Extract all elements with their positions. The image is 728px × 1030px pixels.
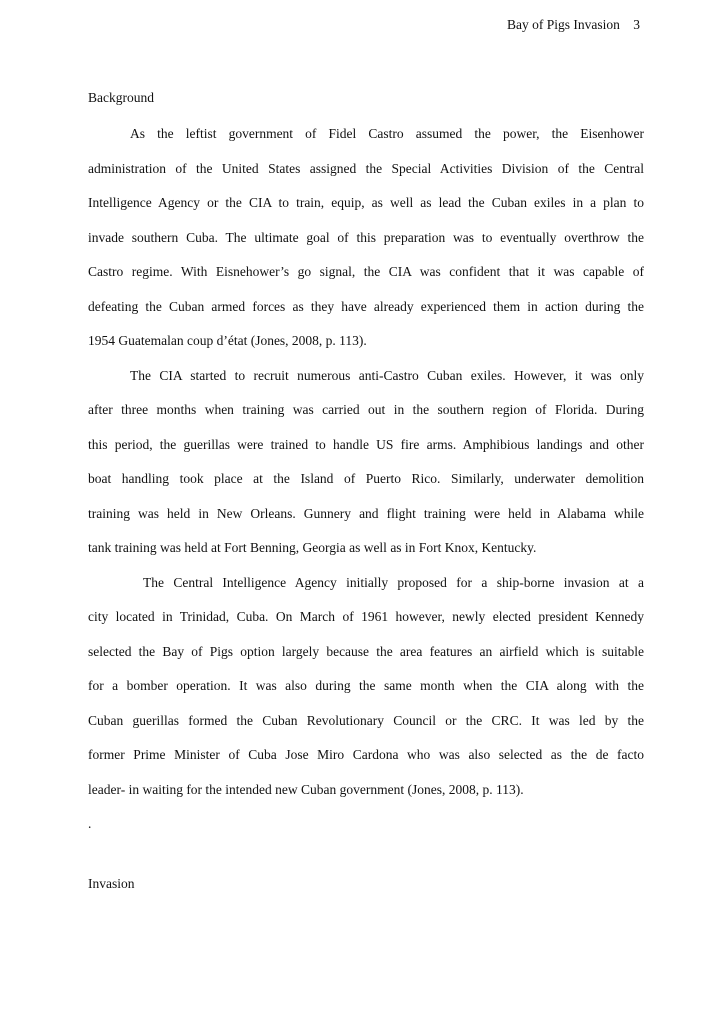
- paragraph-3: [88, 573, 644, 815]
- text-line: As the leftist government of Fidel Castro assumed the power, the Eisenhower: [130, 126, 644, 141]
- body-text: [88, 88, 644, 894]
- text-line: invade southern Cuba. The ultimate goal of this preparation was to eventually overthrow the: [88, 229, 644, 245]
- text-line: 1954 Guatemalan coup d’état (Jones, 2008, p. 113).: [88, 333, 367, 348]
- text-line: defeating the Cuban armed forces as they have already experienced them in action during the: [88, 298, 644, 314]
- text-line: Cuban guerillas formed the Cuban Revolutionary Council or the CRC. It was led by the: [88, 712, 644, 728]
- text-line: training was held in New Orleans. Gunnery and flight training were held in Alabama while: [88, 505, 644, 521]
- text-line: selected the Bay of Pigs option largely because the area features an airfield which is suitable: [88, 643, 644, 659]
- text-line: for a bomber operation. It was also during the same month when the CIA along with the: [88, 678, 644, 693]
- running-header: [507, 16, 640, 34]
- section-heading-invasion: Invasion: [88, 876, 135, 891]
- text-line: The Central Intelligence Agency initially proposed for a ship-borne invasion at a: [143, 574, 644, 590]
- text-line: Intelligence Agency or the CIA to train, equip, as well as lead the Cuban exiles in a plan to: [88, 195, 644, 210]
- text-line: after three months when training was carried out in the southern region of Florida. During: [88, 402, 644, 417]
- text-line: boat handling took place at the Island of Puerto Rico. Similarly, underwater demolition: [88, 471, 644, 486]
- text-line: administration of the United States assigned the Special Activities Division of the Central: [88, 160, 644, 176]
- page-number: 3: [633, 17, 640, 32]
- running-title: Bay of Pigs Invasion: [507, 17, 620, 32]
- text-line: leader- in waiting for the intended new Cuban government (Jones, 2008, p. 113).: [88, 781, 524, 797]
- text-line: city located in Trinidad, Cuba. On March of 1961 however, newly elected president Kennedy: [88, 609, 644, 624]
- paragraph-2: [88, 366, 644, 573]
- text-line: this period, the guerillas were trained to handle US fire arms. Amphibious landings and other: [88, 436, 644, 452]
- stray-period: .: [88, 816, 92, 831]
- text-line: The CIA started to recruit numerous anti-Castro Cuban exiles. However, it was only: [130, 367, 644, 383]
- text-line: tank training was held at Fort Benning, Georgia as well as in Fort Knox, Kentucky.: [88, 540, 537, 555]
- text-line: former Prime Minister of Cuba Jose Miro Cardona who was also selected as the de facto: [88, 747, 644, 762]
- text-line: Castro regime. With Eisnehower’s go signal, the CIA was confident that it was capable of: [88, 264, 644, 279]
- section-heading-background: Background: [88, 90, 154, 105]
- paragraph-1: [88, 124, 644, 366]
